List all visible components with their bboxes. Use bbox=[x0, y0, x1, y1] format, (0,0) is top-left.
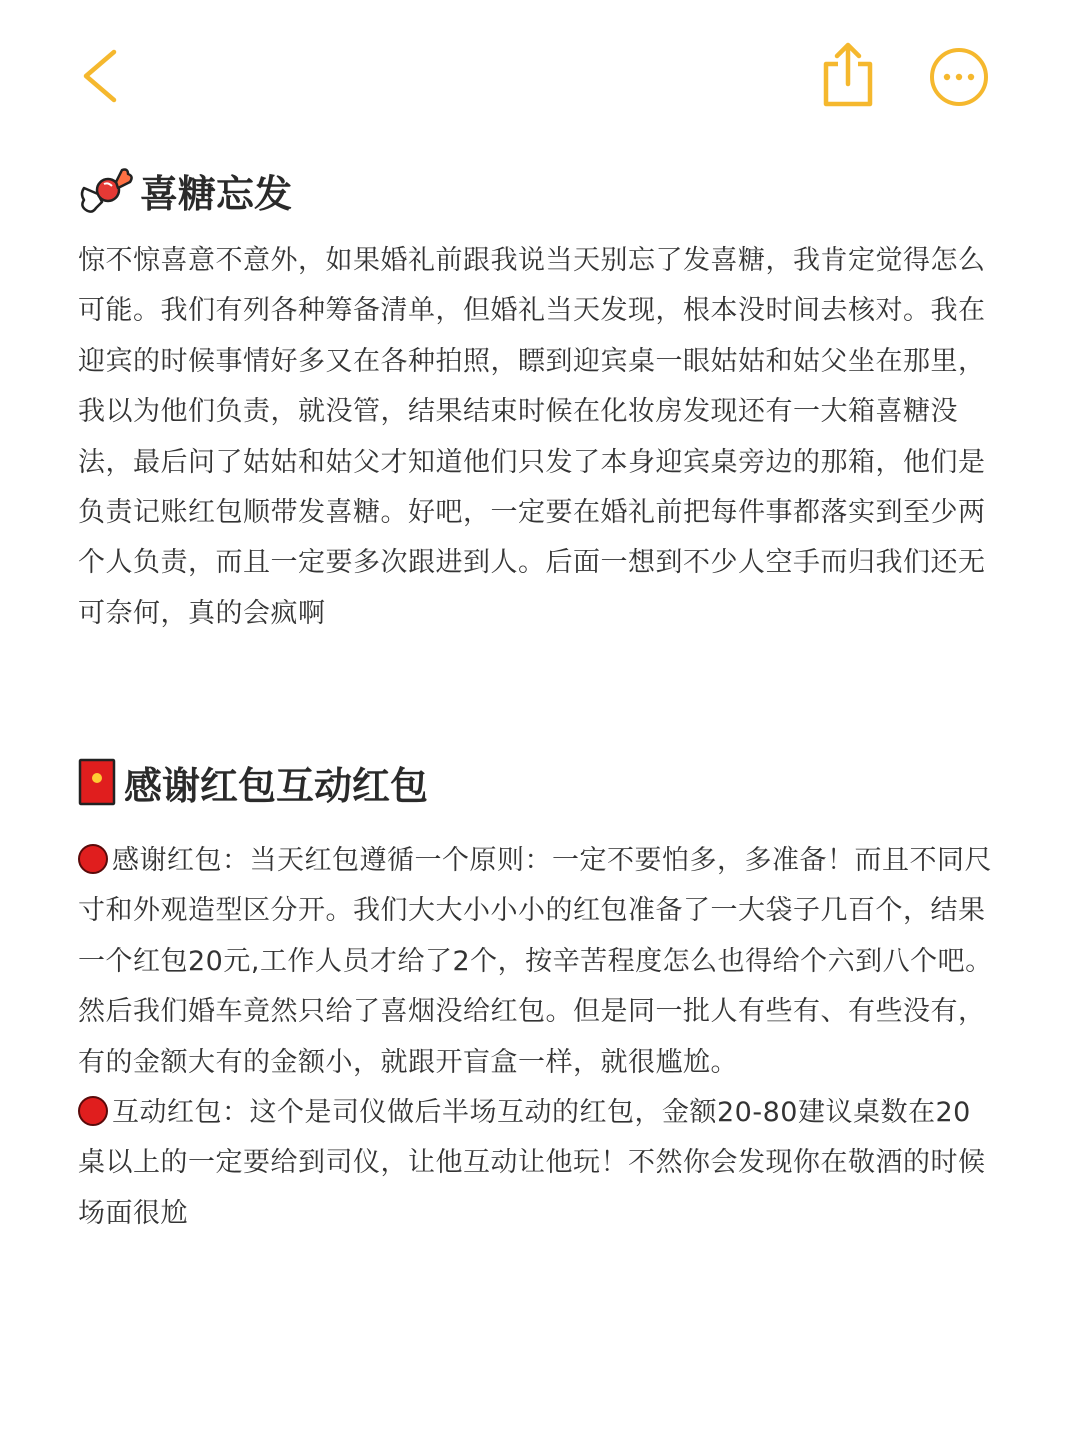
list-item bbox=[78, 1088, 998, 1239]
share-icon[interactable] bbox=[820, 40, 876, 110]
section-paragraph: 惊不惊喜意不意外，如果婚礼前跟我说当天别忘了发喜糖，我肯定觉得怎么可能。我们有列各种筹备清单，但婚礼当天发现，根本没时间去核对。我在迎宾的时候事情好多又在各种拍照，瞟到迎宾桌一眼姑姑和姑父坐在那里，我以为他们负责，就没管，结果结束时候在化妆房发现还有一大箱喜糖没法，最后问了姑姑和姑父才知道他们只发了本身迎宾桌旁边的那箱，他们是负责记账红包顺带发喜糖。好吧，一定要在婚礼前把每件事都落实到至少两个人负责，而且一定要多次跟进到人。后面一想到不少人空手而归我们还无可奈何，真的会疯啊 bbox=[78, 245, 986, 629]
section-title-text: 喜糖忘发 bbox=[140, 171, 293, 216]
list-item-text: 互动红包：这个是司仪做后半场互动的红包，金额20-80建议桌数在20桌以上的一定要给到司仪，让他互动让他玩！不然你会发现你在敬酒的时候场面很尬 bbox=[78, 1097, 986, 1229]
candy-icon bbox=[78, 164, 134, 216]
more-horizontal-icon[interactable] bbox=[928, 46, 990, 108]
section-title-red-envelope bbox=[78, 752, 428, 812]
section-title-candy bbox=[78, 160, 292, 220]
red-circle-icon bbox=[78, 844, 108, 874]
list-item-text: 感谢红包：当天红包遵循一个原则：一定不要怕多，多准备！而且不同尺寸和外观造型区分开。我们大大小小小的红包准备了一大袋子几百个，结果一个红包20元,工作人员才给了2个，按辛苦程度怎么也得给个六到八个吧。然后我们婚车竟然只给了喜烟没给红包。但是同一批人有些有、有些没有，有的金额大有的金额小，就跟开盲盒一样，就很尴尬。 bbox=[78, 845, 993, 1078]
red-envelope-icon bbox=[78, 758, 118, 806]
list-item bbox=[78, 836, 998, 1088]
chevron-left-icon[interactable] bbox=[78, 46, 122, 106]
section-title-text: 感谢红包互动红包 bbox=[124, 763, 429, 808]
red-circle-icon bbox=[78, 1096, 108, 1126]
